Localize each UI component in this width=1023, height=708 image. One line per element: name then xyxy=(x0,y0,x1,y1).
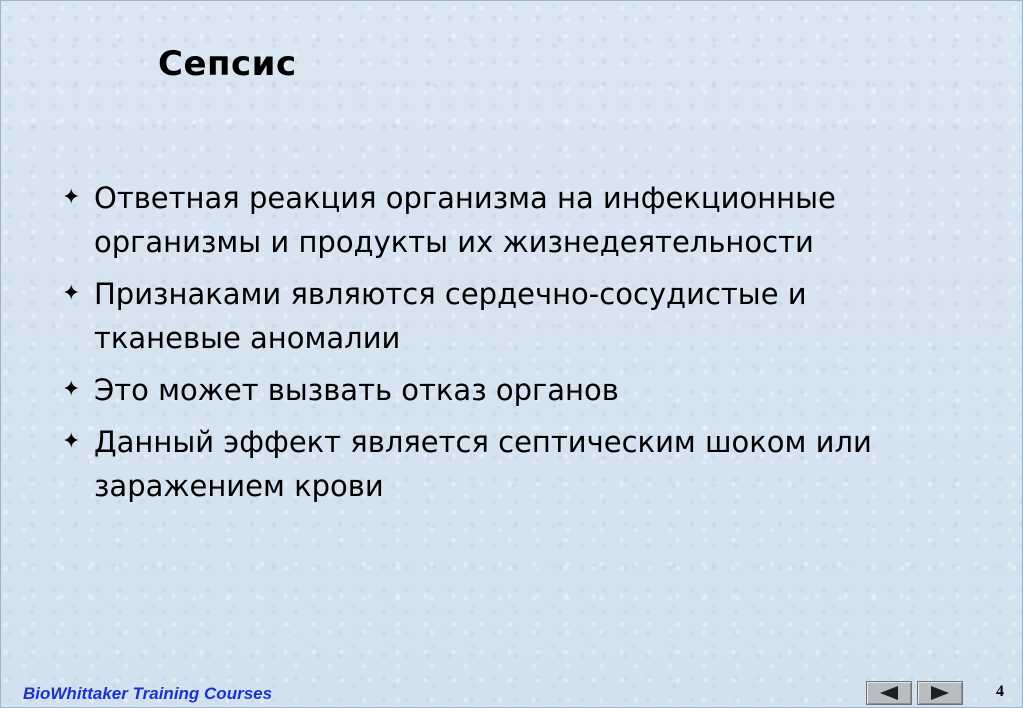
page-number: 4 xyxy=(996,683,1004,700)
bullet-item xyxy=(62,272,962,360)
bullet-item xyxy=(62,176,962,264)
bullet-text: Это может вызвать отказ органов xyxy=(94,373,619,407)
right-arrow-icon xyxy=(929,686,951,700)
four-point-star-icon: ✦ xyxy=(62,377,81,402)
bullet-item xyxy=(62,420,962,508)
four-point-star-icon: ✦ xyxy=(62,429,81,454)
previous-slide-button[interactable] xyxy=(866,681,912,705)
next-slide-button[interactable] xyxy=(917,681,963,705)
bullet-text: Данный эффект является септическим шоком или заражением крови xyxy=(94,425,872,503)
four-point-star-icon: ✦ xyxy=(62,185,81,210)
slide-navigation xyxy=(866,681,963,705)
slide-title: Сепсис xyxy=(158,44,297,84)
footer-brand: BioWhittaker Training Courses xyxy=(23,684,273,703)
four-point-star-icon: ✦ xyxy=(62,281,81,306)
left-arrow-icon xyxy=(878,686,900,700)
bullet-text: Признаками являются сердечно-сосудистые и тканевые аномалии xyxy=(94,277,807,355)
bullet-item xyxy=(62,368,962,412)
bullet-list xyxy=(62,176,962,516)
bullet-text: Ответная реакция организма на инфекционные организмы и продукты их жизнедеятельности xyxy=(94,181,836,259)
